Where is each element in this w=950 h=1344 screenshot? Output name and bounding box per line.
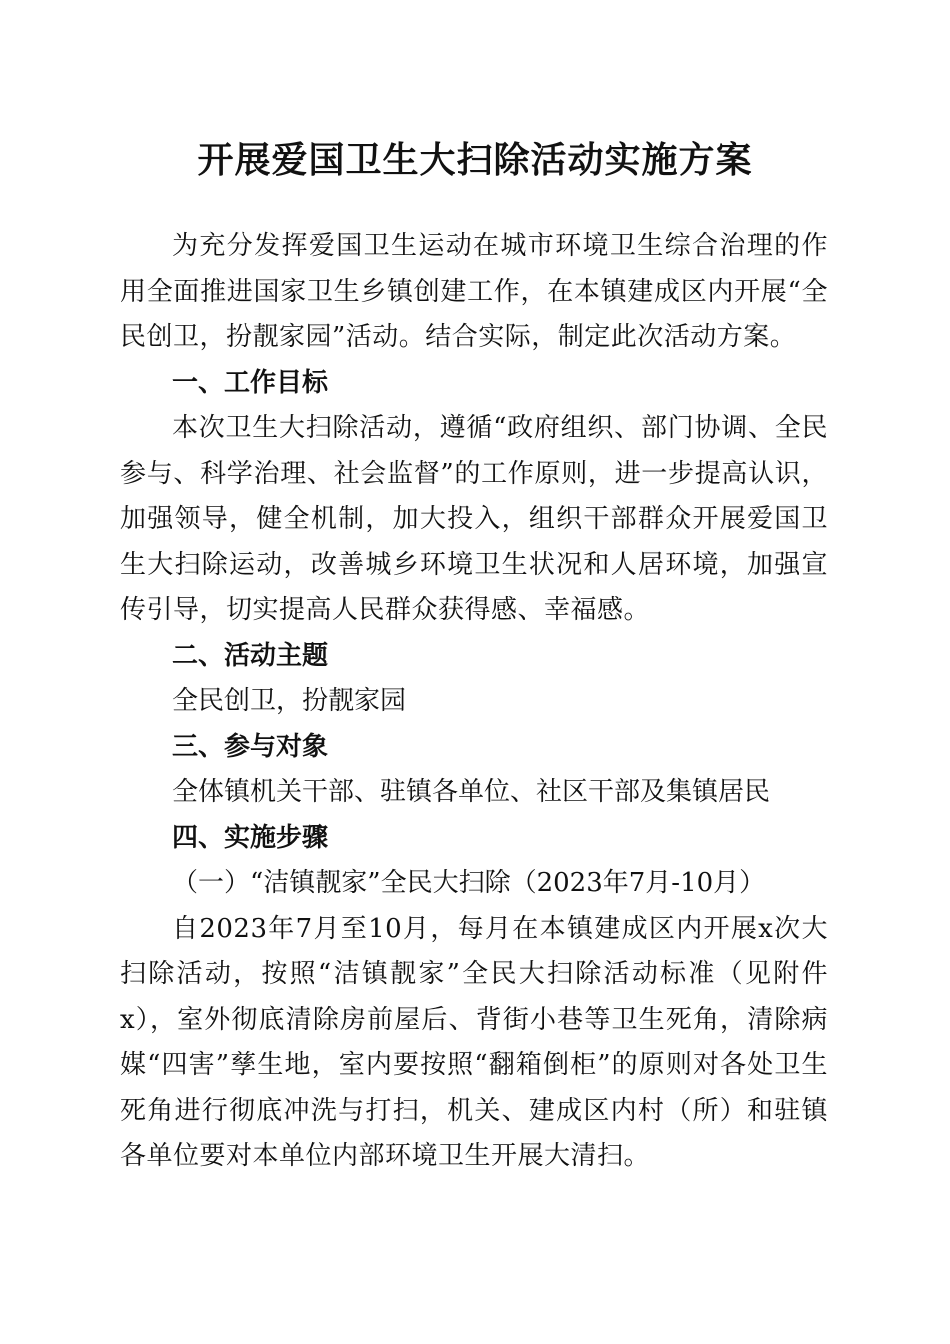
- step-1-paragraph: 自2023年7月至10月，每月在本镇建成区内开展x次大扫除活动，按照“洁镇靓家”全民大扫除活动标准（见附件x），室外彻底清除房前屋后、背街小巷等卫生死角，清除病媒“四害”孳生地，室内要按照“翻箱倒柜”的原则对各处卫生死角进行彻底冲洗与打扫，机关、建成区内村（所）和驻镇各单位要对本单位内部环境卫生开展大清扫。: [120, 913, 828, 1171]
- document-body: [120, 224, 828, 1180]
- section-1-heading: 一、工作目标: [172, 367, 329, 398]
- section-3-heading: 三、参与对象: [172, 731, 329, 762]
- section-4-heading: 四、实施步骤: [172, 822, 329, 853]
- intro-paragraph: 为充分发挥爱国卫生运动在城市环境卫生综合治理的作用全面推进国家卫生乡镇创建工作，在本镇建成区内开展“全民创卫，扮靓家园”活动。结合实际，制定此次活动方案。: [120, 231, 828, 352]
- section-2-heading: 二、活动主题: [172, 640, 329, 671]
- document-title: 开展爱国卫生大扫除活动实施方案: [197, 139, 753, 181]
- section-1-paragraph: 本次卫生大扫除活动，遵循“政府组织、部门协调、全民参与、科学治理、社会监督”的工作原则，进一步提高认识，加强领导，健全机制，加大投入，组织干部群众开展爱国卫生大扫除运动，改善城乡环境卫生状况和人居环境，加强宣传引导，切实提高人民群众获得感、幸福感。: [120, 413, 828, 625]
- step-1-heading: （一）“洁镇靓家”全民大扫除（2023年7月-10月）: [172, 868, 766, 898]
- section-2-paragraph: 全民创卫，扮靓家园: [172, 686, 407, 716]
- section-3-paragraph: 全体镇机关干部、驻镇各单位、社区干部及集镇居民: [172, 777, 771, 807]
